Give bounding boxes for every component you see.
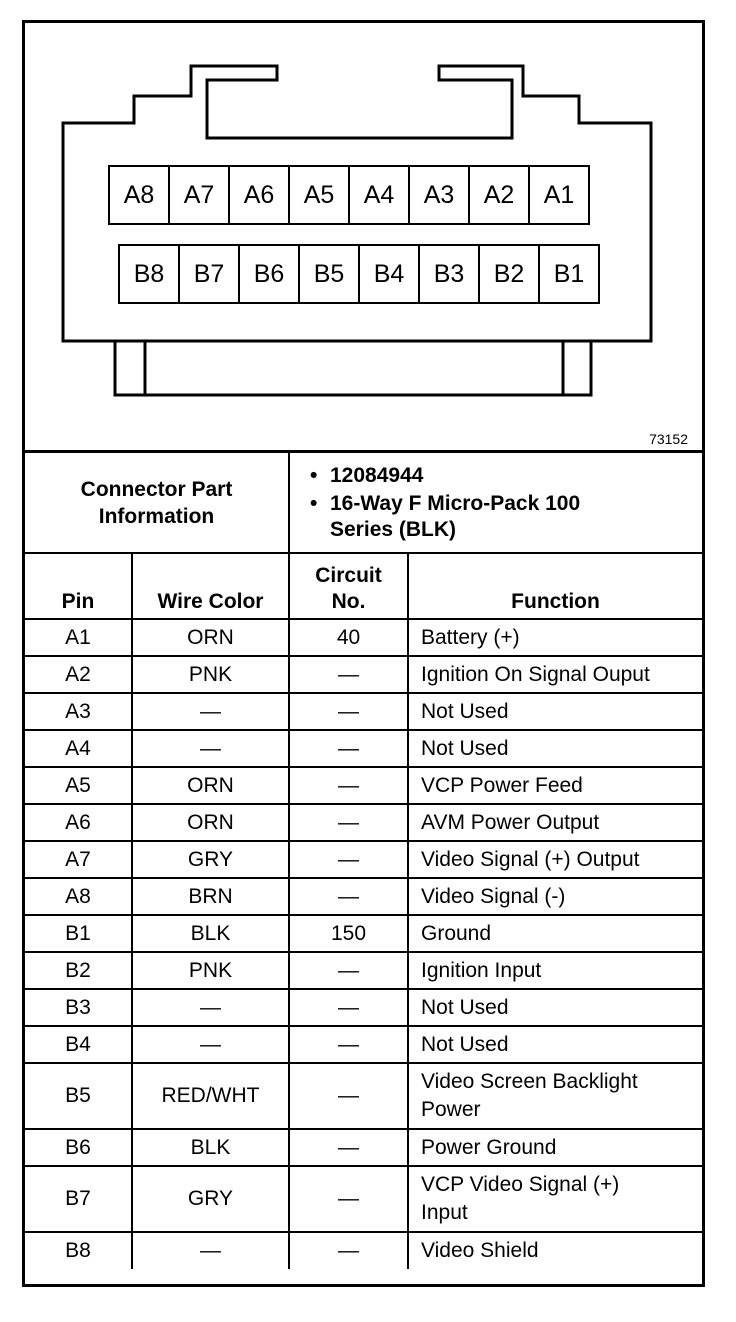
connector-sheet [22, 20, 705, 1287]
table-row [25, 878, 702, 915]
pin-cell: A6 [25, 804, 132, 841]
circuit-cell: — [289, 693, 408, 730]
wire-color-cell: ORN [132, 767, 289, 804]
pin-cell: A7 [25, 841, 132, 878]
header-function: Function [408, 553, 702, 619]
circuit-cell: — [289, 656, 408, 693]
table-row [25, 1063, 702, 1129]
circuit-cell: — [289, 1232, 408, 1269]
cavity-label-a2: A2 [483, 181, 515, 209]
function-cell: Not Used [408, 693, 702, 730]
table-row [25, 841, 702, 878]
header-circuit-text: Circuit No. [315, 564, 382, 613]
table-row [25, 804, 702, 841]
cavity-label-a8: A8 [123, 181, 155, 209]
pin-cell: B4 [25, 1026, 132, 1063]
table-header-row [25, 553, 702, 619]
cavity-label-b8: B8 [133, 260, 165, 288]
function-cell: Ground [408, 915, 702, 952]
pin-cell: A1 [25, 619, 132, 656]
connector-face-drawing [25, 23, 702, 450]
table-row [25, 1026, 702, 1063]
pin-cell: A4 [25, 730, 132, 767]
cavity-label-a3: A3 [423, 181, 455, 209]
function-cell: AVM Power Output [408, 804, 702, 841]
circuit-cell: 40 [289, 619, 408, 656]
cavity-label-b2: B2 [493, 260, 525, 288]
pin-cell: A8 [25, 878, 132, 915]
part-info-label [25, 453, 289, 553]
pin-cell: B3 [25, 989, 132, 1026]
header-circuit [289, 553, 408, 619]
cavity-label-a7: A7 [183, 181, 215, 209]
function-cell: Power Ground [408, 1129, 702, 1166]
part-info-row [25, 453, 702, 553]
wire-color-cell: RED/WHT [132, 1063, 289, 1129]
wire-color-cell: BRN [132, 878, 289, 915]
function-cell: Ignition Input [408, 952, 702, 989]
cavity-label-a6: A6 [243, 181, 275, 209]
function-cell: VCP Power Feed [408, 767, 702, 804]
table-row [25, 1166, 702, 1232]
wire-color-cell: BLK [132, 1129, 289, 1166]
wire-color-cell: BLK [132, 915, 289, 952]
pin-cell: B1 [25, 915, 132, 952]
circuit-cell: — [289, 841, 408, 878]
cavity-label-a1: A1 [543, 181, 575, 209]
table-row [25, 730, 702, 767]
connector-latch [207, 80, 512, 138]
connector-skirt [115, 341, 591, 395]
cavity-label-b1: B1 [553, 260, 585, 288]
circuit-cell: — [289, 1026, 408, 1063]
function-cell: Video Signal (-) [408, 878, 702, 915]
cavity-label-b5: B5 [313, 260, 345, 288]
cavity-label-b4: B4 [373, 260, 405, 288]
cavity-label-b3: B3 [433, 260, 465, 288]
function-cell: VCP Video Signal (+) Input [408, 1166, 702, 1232]
wire-color-cell: GRY [132, 841, 289, 878]
function-cell: Video Signal (+) Output [408, 841, 702, 878]
circuit-cell: — [289, 767, 408, 804]
part-number: • 12084944 [330, 463, 702, 489]
wire-color-cell: GRY [132, 1166, 289, 1232]
cavity-label-b6: B6 [253, 260, 285, 288]
wire-color-cell: PNK [132, 952, 289, 989]
circuit-cell: — [289, 1166, 408, 1232]
figure-number: 73152 [649, 431, 688, 447]
cavity-label-b7: B7 [193, 260, 225, 288]
table-row [25, 693, 702, 730]
wire-color-cell: — [132, 693, 289, 730]
header-wire-color: Wire Color [132, 553, 289, 619]
function-cell: Not Used [408, 989, 702, 1026]
connector-type: • 16-Way F Micro-Pack 100 Series (BLK) [330, 491, 595, 543]
wire-color-cell: — [132, 730, 289, 767]
wire-color-cell: ORN [132, 619, 289, 656]
function-cell: Not Used [408, 1026, 702, 1063]
wire-color-cell: ORN [132, 804, 289, 841]
function-cell: Battery (+) [408, 619, 702, 656]
part-info-label-text: Connector Part Information [80, 477, 233, 528]
wire-color-cell: — [132, 1026, 289, 1063]
wire-color-cell: — [132, 1232, 289, 1269]
circuit-cell: — [289, 1129, 408, 1166]
header-pin: Pin [25, 553, 132, 619]
table-row [25, 767, 702, 804]
part-info-list [289, 453, 702, 553]
pin-cell: B2 [25, 952, 132, 989]
table-row [25, 915, 702, 952]
pin-cell: B8 [25, 1232, 132, 1269]
function-cell: Ignition On Signal Ouput [408, 656, 702, 693]
table-row [25, 656, 702, 693]
function-cell: Video Screen Backlight Power [408, 1063, 702, 1129]
table-row [25, 989, 702, 1026]
circuit-cell: — [289, 989, 408, 1026]
function-cell: Not Used [408, 730, 702, 767]
pin-cell: B7 [25, 1166, 132, 1232]
pin-cell: A5 [25, 767, 132, 804]
pin-cell: A2 [25, 656, 132, 693]
wire-color-cell: — [132, 989, 289, 1026]
circuit-cell: — [289, 952, 408, 989]
pin-cell: A3 [25, 693, 132, 730]
table-row [25, 619, 702, 656]
table-row [25, 1129, 702, 1166]
circuit-cell: — [289, 1063, 408, 1129]
table-row [25, 1232, 702, 1269]
pinout-table [25, 453, 702, 1269]
circuit-cell: — [289, 878, 408, 915]
circuit-cell: 150 [289, 915, 408, 952]
pin-cell: B6 [25, 1129, 132, 1166]
cavity-label-a4: A4 [363, 181, 395, 209]
circuit-cell: — [289, 804, 408, 841]
circuit-cell: — [289, 730, 408, 767]
table-row [25, 952, 702, 989]
pin-cell: B5 [25, 1063, 132, 1129]
cavity-label-a5: A5 [303, 181, 335, 209]
function-cell: Video Shield [408, 1232, 702, 1269]
wire-color-cell: PNK [132, 656, 289, 693]
connector-diagram [25, 23, 702, 453]
